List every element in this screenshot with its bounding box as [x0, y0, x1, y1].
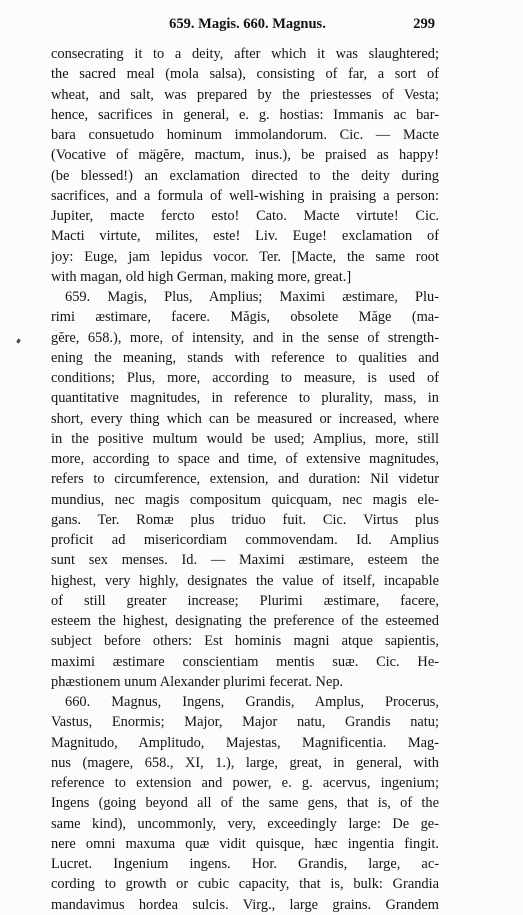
text-line: highest, very highly, designates the value of itself, incapable	[51, 572, 439, 589]
running-title: 659. Magis. 660. Magnus.	[169, 16, 326, 32]
section-heading-line: 659. Magis, Plus, Amplius; Maximi æstimare, Plu-	[65, 289, 439, 305]
text-line: sunt sex menses. Id. — Maximi æstimare, esteem the	[51, 552, 439, 569]
text-line: nere omni maxuma quæ vidit quisque, hæc ingentia fingit.	[51, 835, 439, 852]
running-header	[60, 14, 435, 36]
text-line: Jupiter, macte fercto esto! Cato. Macte virtute! Cic.	[51, 208, 439, 224]
text-line: Magnitudo, Amplitudo, Majestas, Magnificentia. Mag-	[51, 734, 439, 751]
text-line: wheat, and salt, was prepared by the priestesses of Vesta;	[51, 86, 439, 103]
text-line: (Vocative of mägĕre, mactum, inus.), be praised as happy!	[51, 147, 439, 164]
text-line: subject before others: Est hominis magni atque sapientis,	[51, 633, 439, 650]
text-line: Vastus, Enormis; Major, Major natu, Grandis natu;	[51, 714, 439, 731]
body-text	[51, 44, 439, 915]
text-line: Ingens (going beyond all of the same gens, that is, of the	[51, 795, 439, 812]
text-line: cording to growth or cubic capacity, that is, bulk: Grandia	[51, 876, 439, 893]
ink-mark	[16, 339, 21, 344]
text-line: joy: Euge, jam lepidus vocor. Ter. [Macte, the same root	[51, 248, 439, 265]
text-line: with magan, old high German, making more, great.]	[51, 268, 352, 285]
text-line: consecrating it to a deity, after which it was slaughtered;	[51, 46, 439, 62]
text-line: proficit ad misericordiam commovendam. Id. Amplius	[51, 532, 439, 548]
text-line: phæstionem unum Alexander plurimi fecerat. Nep.	[51, 673, 344, 690]
text-line: gĕre, 658.), more, of intensity, and in the sense of strength-	[51, 329, 439, 346]
text-line: refers to circumference, extension, and duration: Nil videtur	[51, 471, 439, 488]
text-line: sacrifices, and a formula of well-wishing in praising a person:	[51, 187, 439, 204]
text-line: conditions; Plus, more, according to measure, is used of	[51, 370, 439, 386]
text-line: more, according to space and time, of extensive magnitudes,	[51, 451, 439, 467]
text-line: ening the meaning, stands with reference to qualities and	[51, 349, 439, 366]
text-line: short, every thing which can be measured or increased, where	[51, 410, 439, 427]
text-line: quantitative magnitudes, in reference to plurality, mass, in	[51, 390, 439, 407]
text-line: Macti virtute, milites, este! Liv. Euge! exclamation of	[51, 228, 439, 245]
text-line: nus (magere, 658., XI, 1.), large, great, in general, with	[51, 754, 439, 771]
page-number: 299	[413, 16, 435, 32]
text-line: bara consuetudo hominum immolandorum. Cic. — Macte	[51, 127, 439, 143]
text-line: mandavimus hordea sulcis. Virg., large grains. Grandem	[51, 896, 439, 913]
text-line: in the positive multum would be used; Amplius, more, still	[51, 430, 439, 447]
text-line: same kind), uncommonly, very, exceedingly large: De ge-	[51, 815, 439, 832]
text-line: Lucret. Ingenium ingens. Hor. Grandis, large, ac-	[51, 856, 439, 872]
section-heading-line: 660. Magnus, Ingens, Grandis, Amplus, Procerus,	[65, 694, 439, 710]
text-line: mundius, nec magis compositum quicquam, nec magis ele-	[51, 491, 439, 508]
text-line: the sacred meal (mola salsa), consisting of far, a sort of	[51, 66, 439, 83]
text-line: maximi æstimare conscientiam mentis suæ. Cic. He-	[51, 653, 439, 670]
text-line: hence, sacrifices in general, e. g. hostias: Immanis ac bar-	[51, 106, 439, 123]
text-line: reference to extension and power, e. g. acervus, ingenium;	[51, 775, 439, 791]
text-line: (be blessed!) an exclamation directed to the deity during	[51, 167, 439, 184]
text-line: gans. Ter. Romæ plus triduo fuit. Cic. Virtus plus	[51, 511, 439, 528]
text-line: rimi æstimare, facere. Măgis, obsolete Măge (ma-	[51, 309, 439, 326]
text-line: esteem the highest, designating the preference of the esteemed	[51, 613, 439, 629]
text-line: of still greater increase; Plurimi æstimare, facere,	[51, 592, 439, 609]
